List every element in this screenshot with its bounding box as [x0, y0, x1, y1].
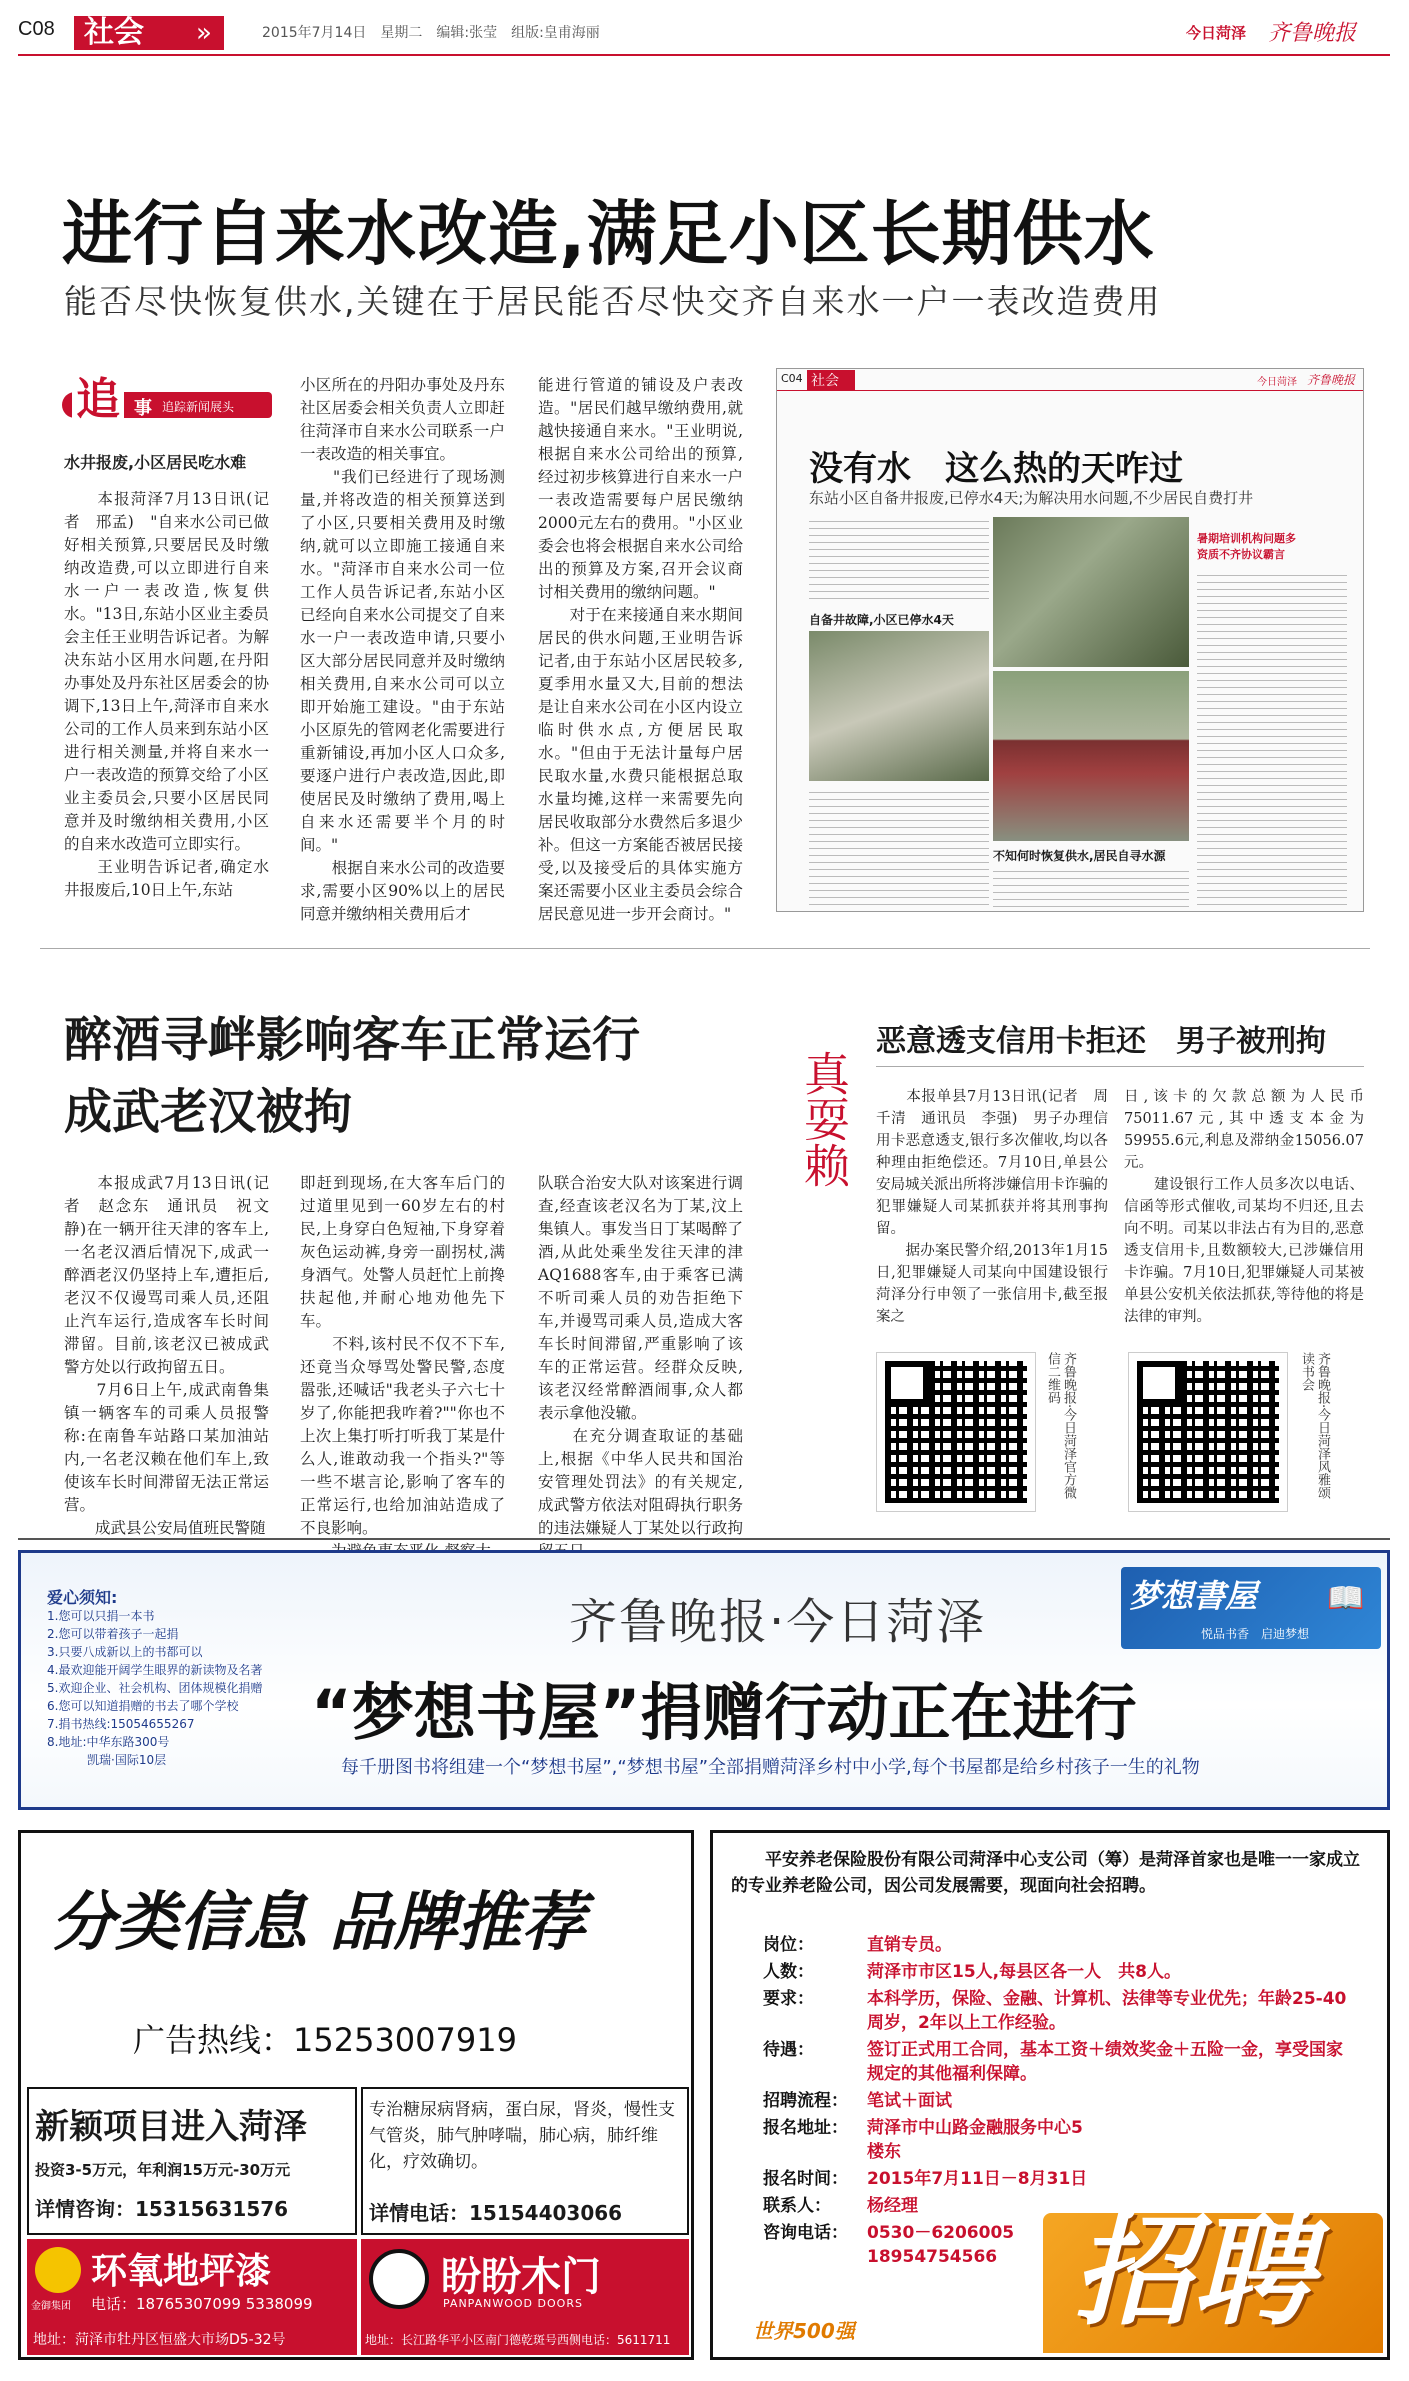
recruit-row-value: 0530－6206005 18954754566	[867, 2223, 1015, 2267]
classified-hotline: 广告热线：15253007919	[133, 2021, 517, 2059]
recruit-row-value: 菏泽市中山路金融服务中心5楼东	[867, 2118, 1083, 2162]
ad-logo: 梦想書屋	[1129, 1577, 1258, 1615]
brand-name: 今日菏泽	[1186, 24, 1247, 42]
story1-title: 进行自来水改造,满足小区长期供水	[62, 193, 1155, 275]
recruit-row	[763, 2167, 1363, 2191]
story2-title-line1: 醉酒寻衅影响客车正常运行	[64, 1012, 641, 1068]
ad-footer: 每千册图书将组建一个“梦想书屋”,“梦想书屋”全部捐赠菏泽乡村中小学,每个书屋都是给乡村孩子一生的礼物	[341, 1757, 1200, 1778]
ad-wood-door	[361, 2239, 689, 2355]
ad-new-project	[27, 2087, 357, 2235]
follow-tag-small: 追踪新闻展头	[162, 400, 235, 414]
recruit-row-label: 报名地址：	[763, 2118, 848, 2138]
story1-lead: 水井报废,小区居民吃水难	[64, 453, 247, 472]
classified-title: 分类信息 品牌推荐	[51, 1885, 586, 1960]
ad-headline: “梦想书屋”捐赠行动正在进行	[311, 1676, 1137, 1749]
qr-code-wechat[interactable]	[876, 1352, 1036, 1512]
ad-epoxy-logo-icon	[35, 2247, 81, 2293]
clip-brand: 今日菏泽	[1257, 377, 1297, 388]
story2-col1: 本报成武7月13日讯(记者 赵念东 通讯员 祝文静)在一辆开往天津的客车上,一名老汉酒后情况下,成武一醉酒老汉仍坚持上车,遭拒后,老汉不仅谩骂司乘人员,还阻止汽车运行,造成客车长时间滞留。目前,该老汉已被成武警方处以行政拘留五日。 7月6日上午,成武南鲁集镇一辆客车的司乘人员报警称:在南鲁车站路口某加油站内,一名老汉赖在他们车上,致使该车长时间滞留无法正常运营。 成武县公安局值班民警随	[64, 1174, 269, 1537]
recruitment-ad	[710, 1830, 1390, 2360]
story1-col3: 能进行管道的铺设及户表改造。"居民们越早缴纳费用,就越快接通自来水。"王业明说,根据自来水公司给出的预算,经过初步核算进行自来水一户一表改造需要每户居民缴纳2000元左右的费用。"小区业委会也将会根据自来水公司给出的预算及方案,召开会议商讨相关费用的缴纳问题。" 对于在来接通自来水期间居民的供水问题,王业明告诉记者,由于东站小区居民较多,夏季用水量又大,目前的想法是让自来水公司在小区内设立临时供水点,方便居民取水。"但由于无法计量每户居民取水量,水费只能根据总取水量均摊,这样一来需要先向居民收取部分水费然后多退少补。但这一方案能否被居民接受,以及接受后的具体实施方案还需要小区业主委员会综合居民意见进一步开会商讨。"	[538, 376, 743, 923]
recruit-row-label: 人数：	[763, 1962, 814, 1982]
recruit-row-value: 本科学历，保险、金融、计算机、法律等专业优先；年龄25-40周岁，2年以上工作经验。	[867, 1989, 1347, 2033]
ad-door-en: PANPANWOOD DOORS	[443, 2297, 583, 2310]
ad-notice-item: 3.只要八成新以上的书都可以	[47, 1645, 203, 1659]
story2-title-line2: 成武老汉被拘	[64, 1084, 353, 1140]
recruit-row-label: 报名时间：	[763, 2169, 848, 2189]
recruit-row	[763, 2116, 1363, 2164]
ad-brand: 齐鲁晚报·今日菏泽	[569, 1594, 987, 1650]
story3-title: 恶意透支信用卡拒还 男子被刑拘	[876, 1024, 1326, 1059]
clip-text-block	[809, 519, 989, 599]
ad-clinic	[361, 2087, 689, 2235]
recruit-row	[763, 1960, 1363, 1984]
ad-new-project-title: 新颖项目进入菏泽	[35, 2107, 307, 2147]
story1-divider	[40, 948, 1370, 949]
header-divider	[18, 54, 1390, 56]
clip-page-number: C04	[781, 372, 803, 385]
clip-photo-3	[993, 671, 1189, 841]
clip-caption-1: 自备井故障,小区已停水4天	[809, 613, 954, 627]
story3-title-rule	[876, 1066, 1364, 1067]
open-book-icon: 📖	[1327, 1581, 1365, 1616]
clip-photo-1	[993, 517, 1189, 667]
ad-notice-item: 5.欢迎企业、社会机构、团体规模化捐赠	[47, 1681, 263, 1695]
date-editor-line: 2015年7月14日 星期二 编辑:张莹 组版:皇甫海丽	[262, 25, 600, 41]
ad-notice-item: 8.地址:中华东路300号	[47, 1735, 170, 1749]
recruit-row-value: 2015年7月11日－8月31日	[867, 2169, 1088, 2189]
recruit-big-text: 招聘	[1073, 2201, 1313, 2342]
ad-door-brand: 盼盼木门	[441, 2254, 601, 2300]
recruit-row	[763, 2038, 1363, 2086]
story3-col1: 本报单县7月13日讯(记者 周千清 通讯员 李强) 男子办理信用卡恶意透支,银行多次催收,均以各种理由拒绝偿还。7月10日,单县公安局城关派出所将涉嫌信用卡诈骗的犯罪嫌疑人司某抓获并将其刑事拘留。 据办案民警介绍,2013年1月15日,犯罪嫌疑人司某向中国建设银行菏泽分行申领了一张信用卡,截至报案之	[876, 1089, 1108, 1325]
recruit-row	[763, 1933, 1363, 1957]
story2-col3: 队联合治安大队对该案进行调查,经查该老汉名为丁某,汶上集镇人。事发当日丁某喝醉了酒,从此处乘坐发往天津的津AQ1688客车,由于乘客已满不听司乘人员的劝告拒绝下车,并谩骂司乘人员,造成大客车长时间滞留,严重影响了该车的正常运营。经群众反映,该老汉经常醉酒闹事,众人都表示拿他没辙。 在充分调查取证的基础上,根据《中华人民共和国治安管理处罚法》的有关规定,成武警方依法对阻碍执行职务的违法嫌疑人丁某处以行政拘	[538, 1174, 743, 1537]
recruit-intro: 平安养老保险股份有限公司菏泽中心支公司（筹）是菏泽首家也是唯一一家成立的专业养老险公司，因公司发展需要，现面向社会招聘。	[731, 1850, 1360, 1896]
ad-epoxy-floor	[27, 2239, 357, 2355]
recruit-row-label: 咨询电话：	[763, 2223, 848, 2243]
recruit-row	[763, 2089, 1363, 2113]
ad-epoxy-logo: 金御集团	[31, 2301, 71, 2312]
recruit-row-label: 招聘流程：	[763, 2091, 848, 2111]
ad-notice-item: 6.您可以知道捐赠的书去了哪个学校	[47, 1699, 239, 1713]
story3-tag: 真耍赖	[797, 1050, 851, 1188]
clip-paper: 齐鲁晚报	[1307, 373, 1356, 387]
page-header	[0, 0, 1409, 50]
story3-col2: 日,该卡的欠款总额为人民币75011.67元,其中透支本金为59955.6元,利息及滞纳金15056.07元。 建设银行工作人员多次以电话、信函等形式催收,司某均不归还,且去向不明。司某以非法占有为目的,恶意透支信用卡,且数额较大,已涉嫌信用卡诈骗。7月10日,犯罪嫌疑人司某被单县公安机关依法抓获,等待他的将是法律的审判。	[1124, 1089, 1364, 1325]
ad-notice-item: 凯瑞·国际10层	[87, 1753, 167, 1767]
paper-logo: 齐鲁晚报	[1268, 21, 1357, 46]
story1-subtitle: 能否尽快恢复供水,关键在于居民能否尽快交齐自来水一户一表改造费用	[64, 282, 1162, 321]
clip-photo-2	[809, 631, 989, 781]
recruit-badge: 世界500强	[753, 2319, 855, 2343]
clip-title: 没有水 这么热的天咋过	[809, 449, 1183, 489]
qr-label-wechat: 齐鲁晚报·今日菏泽官方微信二维码	[1045, 1352, 1076, 1500]
section-divider	[18, 1538, 1390, 1540]
clip-side-text	[1197, 569, 1347, 905]
recruit-row-value: 笔试＋面试	[867, 2091, 952, 2111]
ad-notice-title: 爱心须知:	[47, 1588, 118, 1607]
ad-epoxy-address: 地址：菏泽市牡丹区恒盛大市场D5-32号	[33, 2332, 286, 2348]
ad-notice-item: 2.您可以带着孩子一起捐	[47, 1627, 179, 1641]
story1-col1: 本报菏泽7月13日讯(记者 邢孟) "自来水公司已做好相关预算,只要居民及时缴纳改造费,可以立即进行自来水一户一表改造,恢复供水。"13日,东站小区业主委员会主任王业明告诉记者。为解决东站小区用水问题,在丹阳办事处及丹东社区居委会的协调下,13日上午,菏泽市自来水公司的工作人员来到东站小区进行相关测量,并将自来水一户一表改造的预算交给了小区业主委员会,只要小区居民同意并及时缴纳相关费用,小区的自来水改造可立即实行。 王业明告诉记者,确定水井报废后,10日上午,东站	[64, 490, 269, 899]
recruit-row	[763, 1987, 1363, 2035]
clip-text-block-3	[993, 867, 1189, 907]
recruit-row-label: 岗位：	[763, 1935, 814, 1955]
recruit-row-value: 菏泽市市区15人,每县区各一人 共8人。	[867, 1962, 1181, 1982]
ad-notice-item: 7.捐书热线:15054655267	[47, 1717, 195, 1731]
page-number: C08	[18, 18, 55, 40]
follow-tag	[62, 372, 282, 432]
section-title: 社会	[84, 15, 144, 50]
ad-door-address: 地址：长江路华平小区南门德乾斑号西侧电话：5611711	[365, 2333, 671, 2347]
follow-tag-glyph: 追	[72, 372, 124, 428]
ad-clinic-text: 专治糖尿病肾病，蛋白尿，肾炎，慢性支气管炎，肺气肿哮喘，肺心病，肺纤维化，疗效确切。	[369, 2100, 675, 2172]
newspaper-clipping	[776, 368, 1364, 912]
recruit-row-value: 签订正式用工合同，基本工资＋绩效奖金＋五险一金，享受国家规定的其他福利保障。	[867, 2040, 1343, 2084]
ad-clinic-contact: 详情电话：15154403066	[369, 2201, 623, 2225]
ad-notice-item: 1.您可以只捐一本书	[47, 1609, 155, 1623]
clip-caption-2: 不知何时恢复供水,居民自寻水源	[993, 849, 1166, 863]
ad-new-project-contact: 详情咨询：15315631576	[35, 2197, 289, 2221]
clip-text-block-2	[809, 787, 989, 905]
ad-new-project-line: 投资3-5万元，年利润15万元-30万元	[35, 2161, 291, 2179]
clip-side-title: 暑期培训机构问题多 资质不齐协议霸言	[1197, 532, 1296, 561]
clip-header	[777, 369, 1363, 391]
recruit-row-value: 杨经理	[867, 2196, 918, 2216]
ad-notice-item: 4.最欢迎能开阔学生眼界的新读物及名著	[47, 1663, 263, 1677]
follow-tag-sub: 事	[134, 398, 152, 419]
story2-col2: 即赶到现场,在大客车后门的过道里见到一60岁左右的村民,上身穿白色短袖,下身穿着灰色运动裤,身旁一副拐杖,满身酒气。处警人员赶忙上前搀扶起他,并耐心地劝他先下车。 不料,该村民不仅不下车,还竟当众辱骂处警民警,态度嚣张,还喊话"我老头子六七十岁了,你能把我咋着?""你也不上次上集打听打听我丁某是什么人,谁敢动我一个指头?"等一些不堪言论,影响了客车的正常运行,也给加油站造成了不良影响。	[300, 1174, 505, 1537]
recruit-row-label: 联系人：	[763, 2196, 831, 2216]
qr-label-bookclub: 齐鲁晚报·今日菏泽风雅颂读书会	[1299, 1352, 1330, 1500]
chevron-right-icon: »	[196, 18, 212, 48]
recruit-row-value: 直销专员。	[867, 1935, 952, 1955]
clip-section: 社会	[807, 370, 855, 390]
recruit-row-label: 要求：	[763, 1989, 814, 2009]
book-donation-ad	[18, 1550, 1390, 1810]
story1-col2: 小区所在的丹阳办事处及丹东社区居委会相关负责人立即赶往菏泽市自来水公司联系一户一表改造的相关事宜。 "我们已经进行了现场测量,并将改造的相关预算送到了小区,只要相关费用及时缴纳,就可以立即施工接通自来水。"菏泽市自来水公司一位工作人员告诉记者,东站小区已经向自来水公司提交了自来水一户一表改造申请,只要小区大部分居民同意并及时缴纳相关费用,自来水公司可以立即开始施工建设。"由于东站小区原先的管网老化需要进行重新铺设,再加小区人口众多,要逐户进行户表改造,因此,即使居民及时缴纳了费用,喝上自来水还需要半个月的时间。" 根据自来水公司的改造要求,需要小区90%以上的居民同意并缴纳相关费用后才	[300, 376, 505, 923]
ad-logo-sub: 悦品书香 启迪梦想	[1201, 1627, 1310, 1641]
ad-epoxy-phone: 电话：18765307099 5338099	[91, 2295, 313, 2313]
ad-epoxy-brand: 环氧地坪漆	[91, 2251, 272, 2292]
clip-subtitle: 东站小区自备井报废,已停水4天;为解决用水问题,不少居民自费打井	[809, 489, 1254, 507]
panda-icon	[369, 2249, 429, 2309]
recruit-row-label: 待遇：	[763, 2040, 814, 2060]
classified-ads	[18, 1830, 694, 2360]
qr-code-bookclub[interactable]	[1128, 1352, 1288, 1512]
